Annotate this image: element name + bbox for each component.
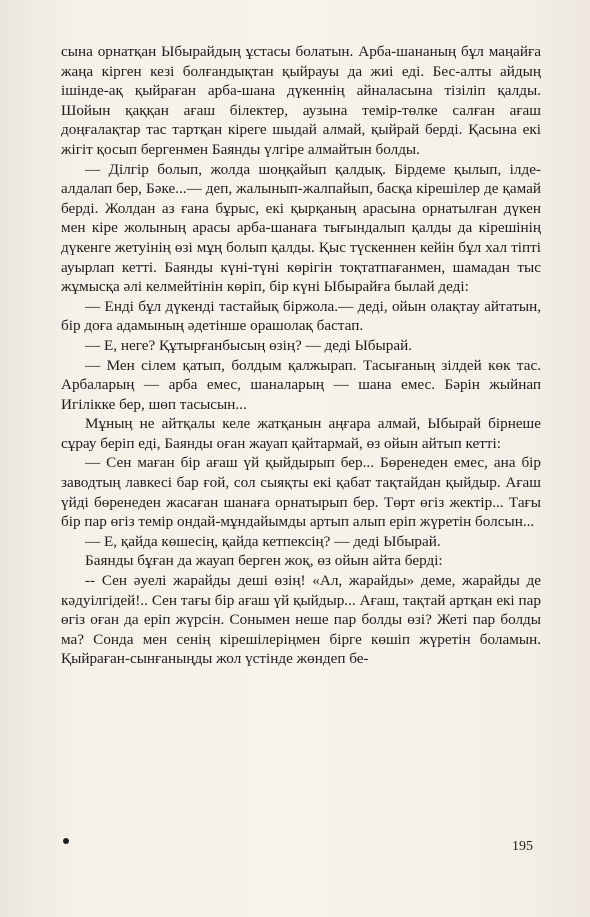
page-text	[61, 42, 541, 669]
paragraph: -- Сен әуелі жарайды деші өзің! «Ал, жарайды» деме, жарайды де кәдуілгідей!.. Сен тағы бір ағаш үй қыйдыр... Ағаш, тақтай артқан екі пар өгіз оған да еріп жүрсін. Сонымен неше пар болды өзі? Жеті пар болды ма? Сонда мен сенің кірешілеріңмен бірге көшіп жүретін боламын. Қыйраған-сынғаныңды жол үстінде жөндеп бе-	[61, 572, 541, 668]
bullet-mark	[63, 838, 69, 844]
paragraph: Мұның не айтқалы келе жатқанын аңғара алмай, Ыбырай бірнеше сұрау беріп еді, Баянды оған жауап қайтармай, өз ойын айтып кетті:	[61, 415, 541, 452]
paragraph: — Енді бұл дүкенді тастайық біржола.— деді, ойын олақтау айтатын, бір доға адамының әдетінше орашолақ бастап.	[61, 297, 541, 335]
paragraph: — Е, қайда көшесің, қайда кетпексің? — деді Ыбырай.	[85, 532, 441, 550]
paragraph: — Сен маған бір ағаш үй қыйдырып бер... Бөренеден емес, ана бір заводтың лавкесі бар ғой, сол сыяқты екі қабат тақтайдан қыйдыр. Ағаш үйді бөренеден жасаған шанаға орнатырып бер. Төрт өгіз жектір... Тағы бір пар өгіз темір ондай-мұндайымды артып алып еріп жүретін болсын...	[61, 454, 541, 531]
paragraph: — Ділгір болып, жолда шоңқайып қалдық. Бірдеме қылып, ілде-алдалап бер, Бәке...— деп, жалынып-жалпайып, басқа кірешілер де қамай берді. Жолдан аз ғана бұрыс, екі қырқаның арасына орнатылған дүкен мен кіре жолының арасы арба-шанаға тығындалып қалды да кірешінің дүкенге жетуінің өзі мұң болып қалды. Қыс түскеннен кейін бұл хал тіпті ауырлап кетті. Баянды күні-түні көрігін тоқтатпағанмен, шамадан тыс жұмысқа әлі келмейтінін көріп, бір күні Ыбырайға былай деді:	[61, 160, 541, 296]
page-number: 195	[512, 839, 533, 854]
paragraph: сына орнатқан Ыбырайдың ұстасы болатын. Арба-шананың бұл маңайға жаңа кірген кезі болғандықтан қыйрауы да жиі еді. Бес-алты айдың ішінде-ақ қыйраған арба-шана дүкеннің айналасына тізіліп қалды. Шойын қаққан ағаш білектер, аузына темір-төлке салған ағаш доңғалақтар тас тартқан кіреге шыдай алмай, қыйрай берді. Қасына екі жігіт қосып бергенмен Баянды үлгіре алмайтын болды.	[61, 43, 541, 158]
paragraph: Баянды бұған да жауап берген жоқ, өз ойын айта берді:	[85, 552, 443, 570]
paragraph: — Е, неге? Құтырғанбысың өзің? — деді Ыбырай.	[85, 336, 412, 354]
paragraph: — Мен сілем қатып, болдым қалжырап. Тасығаның зілдей көк тас. Арбаларың — арба емес, шаналарың — шана емес. Бәрін жыйнап Игілікке бер, шөп тасысын...	[61, 356, 541, 413]
